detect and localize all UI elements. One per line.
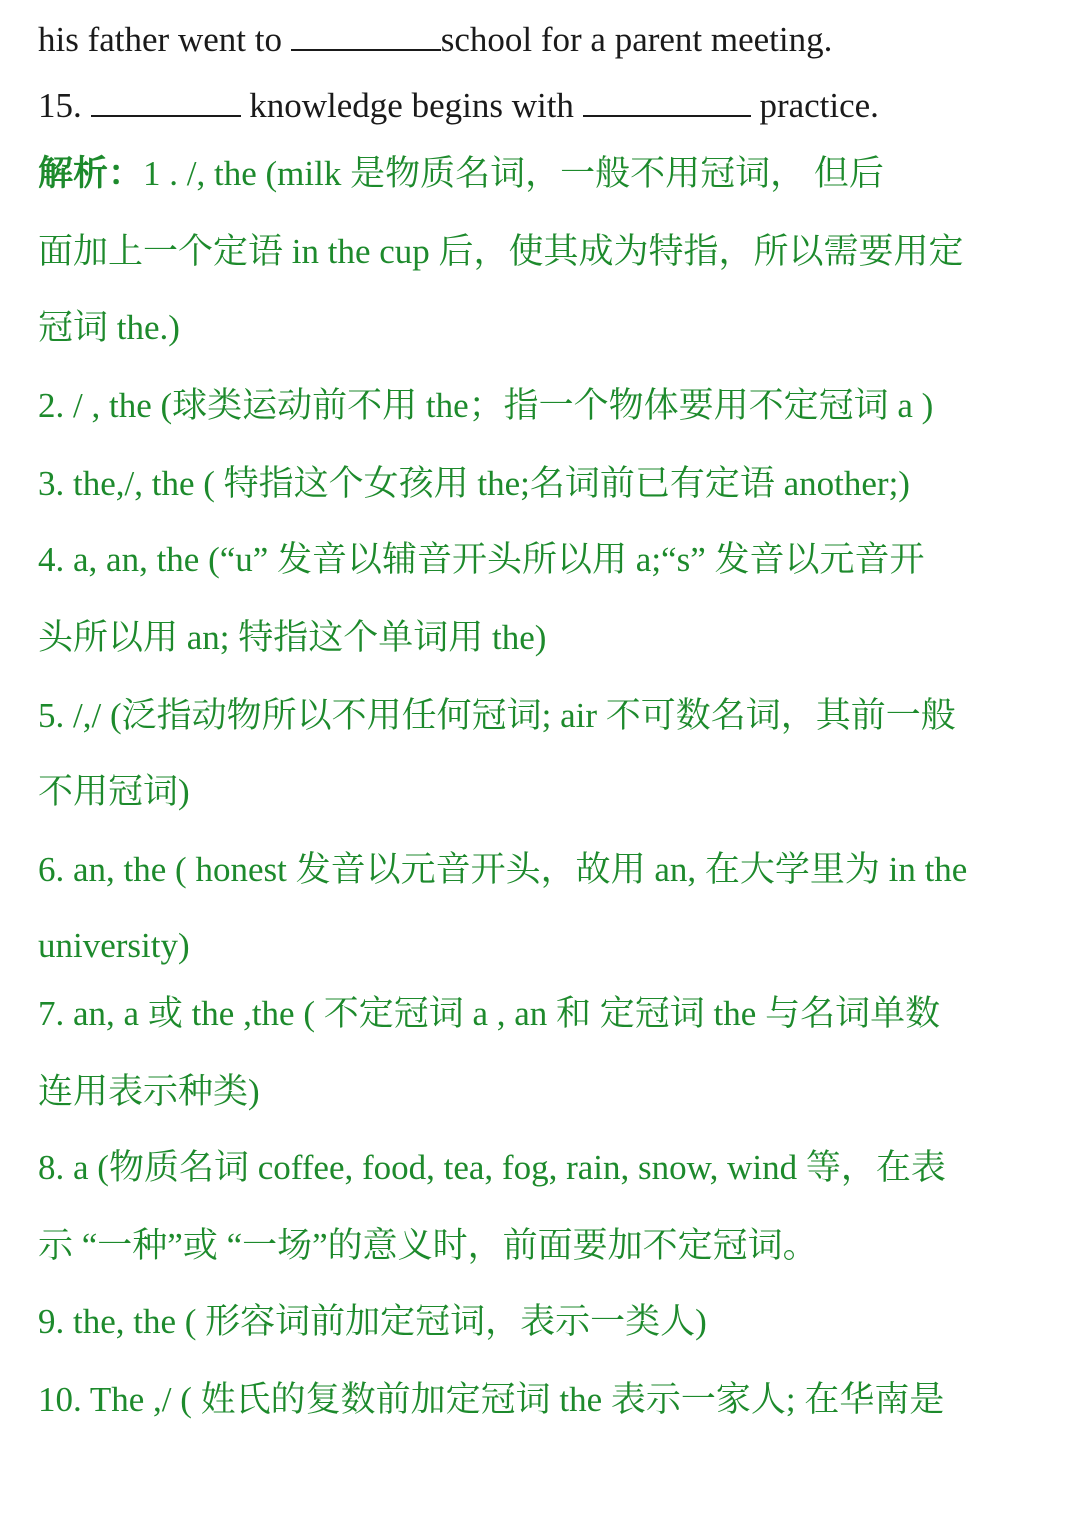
- analysis-text: 7. an, a 或 the ,the ( 不定冠词 a , an 和 定冠词 the 与名词单数: [38, 994, 941, 1033]
- q15-middle-text: knowledge begins with: [240, 86, 583, 125]
- analysis-line: [38, 538, 1044, 582]
- analysis-text: 5. /,/ (泛指动物所以不用任何冠词; air 不可数名词，其前一般: [38, 696, 956, 735]
- analysis-text: 示 “一种”或 “一场”的意义时，前面要加不定冠词。: [38, 1226, 818, 1265]
- analysis-line: [38, 1300, 1044, 1344]
- q14-text-after-blank: school for a parent meeting.: [440, 20, 833, 59]
- q14-text-before-blank: his father went to: [38, 20, 291, 59]
- analysis-line: [38, 1378, 1044, 1422]
- analysis-text: 9. the, the ( 形容词前加定冠词，表示一类人): [38, 1302, 707, 1341]
- analysis-text: 连用表示种类): [38, 1072, 260, 1111]
- analysis-line: [38, 462, 1044, 506]
- analysis-text: 1 . /, the (milk 是物质名词，一般不用冠词， 但后: [143, 154, 884, 193]
- question-14-tail: [38, 18, 1044, 62]
- analysis-line: [38, 694, 1044, 738]
- analysis-line: [38, 306, 1044, 350]
- analysis-text: university): [38, 926, 190, 965]
- analysis-line: [38, 1146, 1044, 1190]
- q15-number: 15.: [38, 86, 91, 125]
- q15-answer-blank-1: [91, 89, 241, 117]
- analysis-line: [38, 770, 1044, 814]
- analysis-text: 头所以用 an; 特指这个单词用 the): [38, 618, 547, 657]
- analysis-text: 2. / , the (球类运动前不用 the；指一个物体要用不定冠词 a ): [38, 386, 934, 425]
- q15-end-text: practice.: [750, 86, 879, 125]
- analysis-text: 面加上一个定语 in the cup 后，使其成为特指，所以需要用定: [38, 232, 964, 271]
- analysis-text: 10. The ,/ ( 姓氏的复数前加定冠词 the 表示一家人; 在华南是: [38, 1380, 945, 1419]
- question-15: [38, 84, 1044, 128]
- analysis-line: [38, 1224, 1044, 1268]
- q15-answer-blank-2: [583, 89, 751, 117]
- analysis-line: [38, 992, 1044, 1036]
- analysis-line: [38, 616, 1044, 660]
- q14-answer-blank: [291, 23, 441, 51]
- analysis-line: [38, 230, 1044, 274]
- analysis-line: [38, 152, 1044, 196]
- analysis-line: [38, 1070, 1044, 1114]
- analysis-text: 3. the,/, the ( 特指这个女孩用 the;名词前已有定语 another;): [38, 464, 910, 503]
- analysis-text: 不用冠词): [38, 772, 190, 811]
- analysis-text: 4. a, an, the (“u” 发音以辅音开头所以用 a;“s” 发音以元音开: [38, 540, 925, 579]
- analysis-line: [38, 848, 1044, 892]
- analysis-text: 8. a (物质名词 coffee, food, tea, fog, rain, snow, wind 等，在表: [38, 1148, 946, 1187]
- analysis-text: 冠词 the.): [38, 308, 180, 347]
- analysis-line: [38, 384, 1044, 428]
- analysis-text: 6. an, the ( honest 发音以元音开头，故用 an, 在大学里为 in the: [38, 850, 968, 889]
- analysis-label: 解析：: [38, 154, 144, 193]
- analysis-line: [38, 924, 1044, 968]
